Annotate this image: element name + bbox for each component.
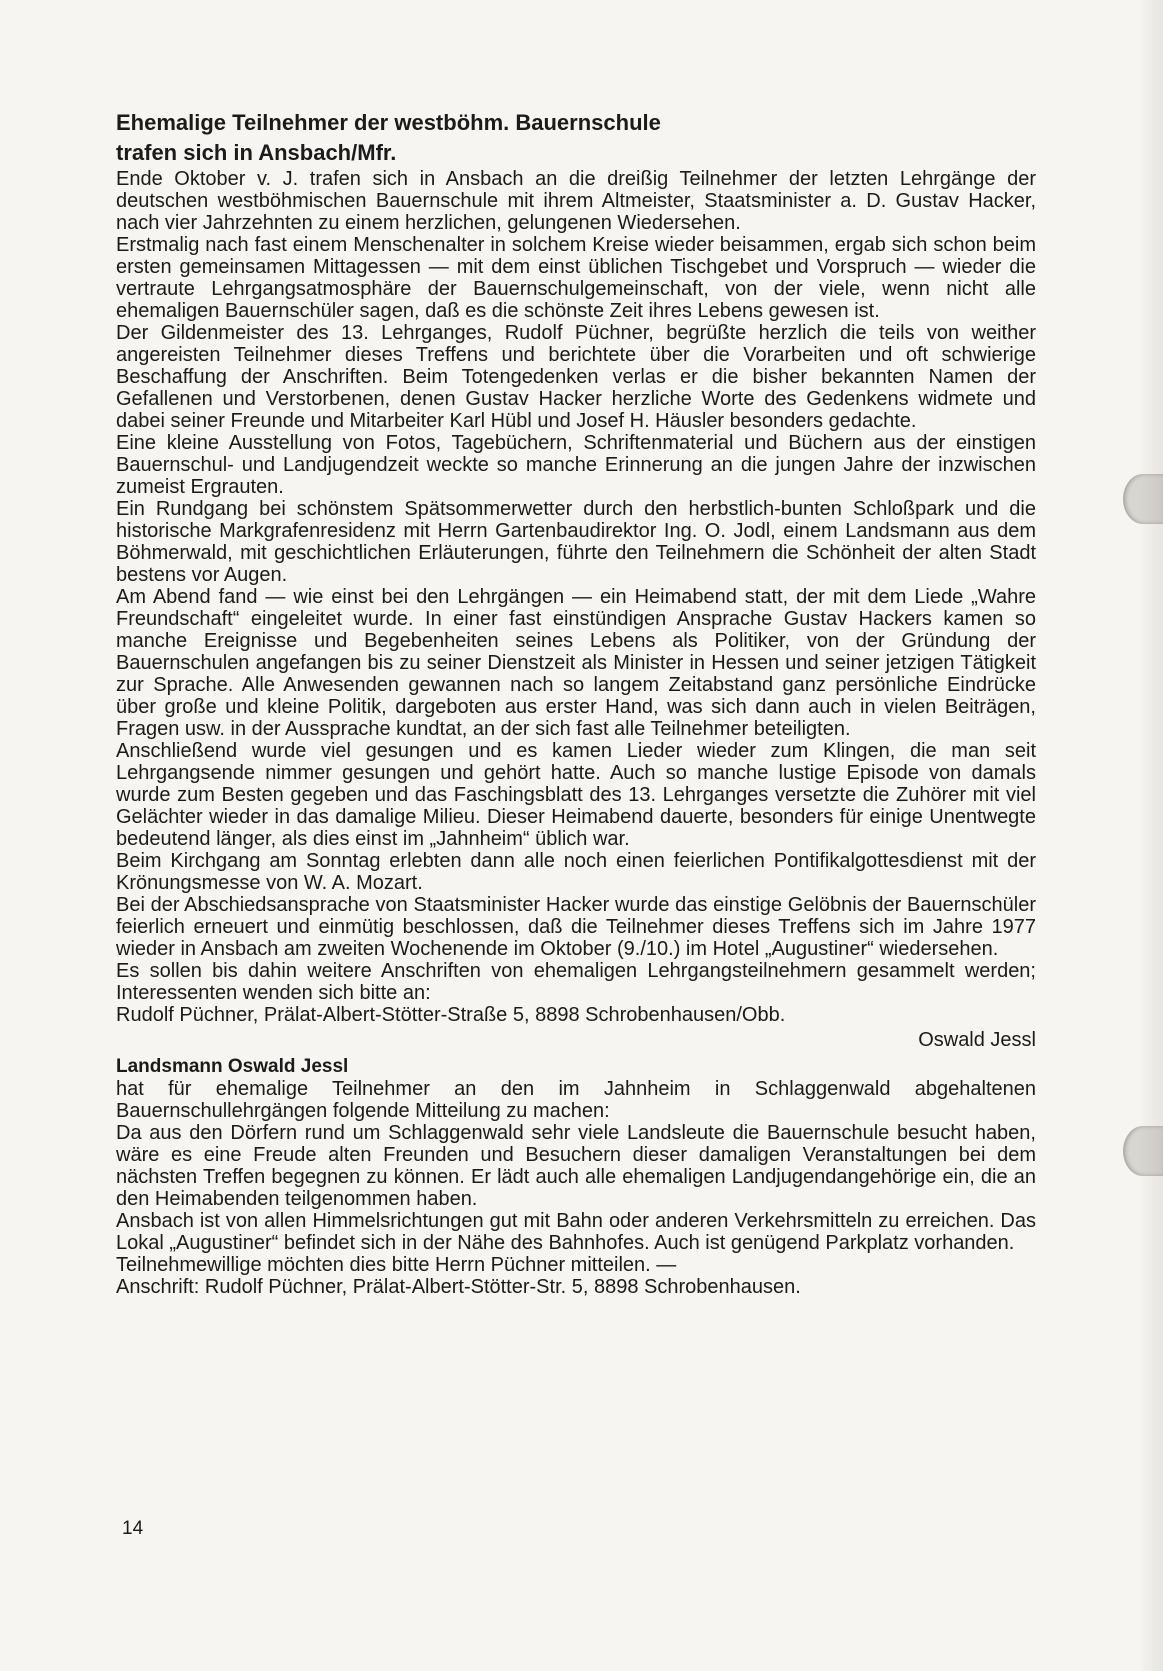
contact-address: Anschrift: Rudolf Püchner, Prälat-Albert-Stötter-Str. 5, 8898 Schrobenhausen. (116, 1276, 801, 1298)
paragraph: hat für ehemalige Teilnehmer an den im Jahnheim in Schlaggenwald abgehaltenen Bauernschullehrgängen folgende Mitteilung zu machen: (116, 1078, 1036, 1122)
paragraph: Der Gildenmeister des 13. Lehrganges, Rudolf Püchner, begrüßte herzlich die teils von weither angereisten Teilnehmer dieses Treffens und berichtete über die Vorarbeiten und oft schwierige Beschaffung der Anschriften. Beim Totengedenken verlas er die bisher bekannten Namen der Gefallenen und Verstorbenen, denen Gustav Hacker herzliche Worte des Gedenkens widmete und dabei seiner Freunde und Mitarbeiter Karl Hübl und Josef H. Häusler besonders gedachte. (116, 322, 1036, 432)
punch-hole (1123, 474, 1163, 524)
article-body (116, 108, 1036, 1298)
paragraph: Eine kleine Ausstellung von Fotos, Tagebüchern, Schriftenmaterial und Büchern aus der einstigen Bauernschul- und Landjugendzeit weckte so manche Erinnerung an die jungen Jahre der inzwischen zumeist Ergrauten. (116, 432, 1036, 498)
paragraph: Ein Rundgang bei schönstem Spätsommerwetter durch den herbstlich-bunten Schloßpark und die historische Markgrafenresidenz mit Herrn Gartenbaudirektor Ing. O. Jodl, einem Landsmann aus dem Böhmerwald, mit geschichtlichen Erläuterungen, führte den Teilnehmern die Schönheit der alten Stadt bestens vor Augen. (116, 498, 1036, 586)
paragraph: Beim Kirchgang am Sonntag erlebten dann alle noch einen feierlichen Pontifikalgottesdienst mit der Krönungsmesse von W. A. Mozart. (116, 850, 1036, 894)
article-heading-line-1: Ehemalige Teilnehmer der westböhm. Bauernschule (116, 110, 661, 135)
paragraph: Ende Oktober v. J. trafen sich in Ansbach an die dreißig Teilnehmer der letzten Lehrgänge der deutschen westböhmischen Bauernschule mit ihrem Altmeister, Staatsminister a. D. Gustav Hacker, nach vier Jahrzehnten zu einem herzlichen, gelungenen Wiedersehen. (116, 168, 1036, 234)
article-heading-line-2: trafen sich in Ansbach/Mfr. (116, 140, 397, 165)
paragraph: Am Abend fand — wie einst bei den Lehrgängen — ein Heimabend statt, der mit dem Liede „Wahre Freundschaft“ eingeleitet wurde. In einer fast einstündigen Ansprache Gustav Hackers kamen so manche Ereignisse und Begebenheiten seines Lebens als Politiker, von der Gründung der Bauernschulen angefangen bis zu seiner Dienstzeit als Minister in Hessen und seiner jetzigen Tätigkeit zur Sprache. Alle Anwesenden gewannen nach so langem Zeitabstand ganz persönliche Eindrücke über große und kleine Politik, dargeboten aus erster Hand, was sich dann auch in vielen Beiträgen, Fragen usw. in der Aussprache kundtat, an der sich fast alle Teilnehmer beteiligten. (116, 586, 1036, 740)
paragraph: Anschließend wurde viel gesungen und es kamen Lieder wieder zum Klingen, die man seit Lehrgangsende nimmer gesungen und gehört hatte. Auch so manche lustige Episode von damals wurde zum Besten gegeben und das Faschingsblatt des 13. Lehrganges versetzte die Zuhörer mit viel Gelächter wieder in das damalige Milieu. Dieser Heimabend dauerte, besonders für einige Unentwegte bedeutend länger, als dies einst im „Jahnheim“ üblich war. (116, 740, 1036, 850)
paragraph: Bei der Abschiedsansprache von Staatsminister Hacker wurde das einstige Gelöbnis der Bauernschüler feierlich erneuert und einmütig beschlossen, daß die Teilnehmer dieses Treffens sich im Jahre 1977 wieder in Ansbach am zweiten Wochenende im Oktober (9./10.) im Hotel „Augustiner“ wiedersehen. (116, 894, 1036, 960)
paragraph: Ansbach ist von allen Himmelsrichtungen gut mit Bahn oder anderen Verkehrsmitteln zu erreichen. Das Lokal „Augustiner“ befindet sich in der Nähe des Bahnhofes. Auch ist genügend Parkplatz vorhanden. (116, 1210, 1036, 1254)
paragraph: Da aus den Dörfern rund um Schlaggenwald sehr viele Landsleute die Bauernschule besucht haben, wäre es eine Freude alten Freunden und Besuchern dieser damaligen Veranstaltungen bei dem nächsten Treffen begegnen zu können. Er lädt auch alle ehemaligen Landjugendangehörige ein, die an den Heimabenden teilgenommen haben. (116, 1122, 1036, 1210)
second-article-heading: Landsmann Oswald Jessl (116, 1056, 349, 1077)
punch-hole (1123, 1126, 1163, 1176)
paragraph: Teilnehmewillige möchten dies bitte Herrn Püchner mitteilen. — (116, 1254, 677, 1276)
author-signature: Oswald Jessl (918, 1029, 1036, 1051)
page-number: 14 (122, 1518, 144, 1539)
paragraph: Es sollen bis dahin weitere Anschriften von ehemaligen Lehrgangsteilnehmern gesammelt werden; Interessenten wenden sich bitte an: (116, 960, 1036, 1004)
contact-address: Rudolf Püchner, Prälat-Albert-Stötter-Straße 5, 8898 Schrobenhausen/Obb. (116, 1004, 786, 1026)
paragraph: Erstmalig nach fast einem Menschenalter in solchem Kreise wieder beisammen, ergab sich schon beim ersten gemeinsamen Mittagessen — mit dem einst üblichen Tischgebet und Vorspruch — wieder die vertraute Lehrgangsatmosphäre der Bauernschulgemeinschaft, von der viele, wenn nicht alle ehemaligen Bauernschüler sagen, daß es die schönste Zeit ihres Lebens gewesen ist. (116, 234, 1036, 322)
